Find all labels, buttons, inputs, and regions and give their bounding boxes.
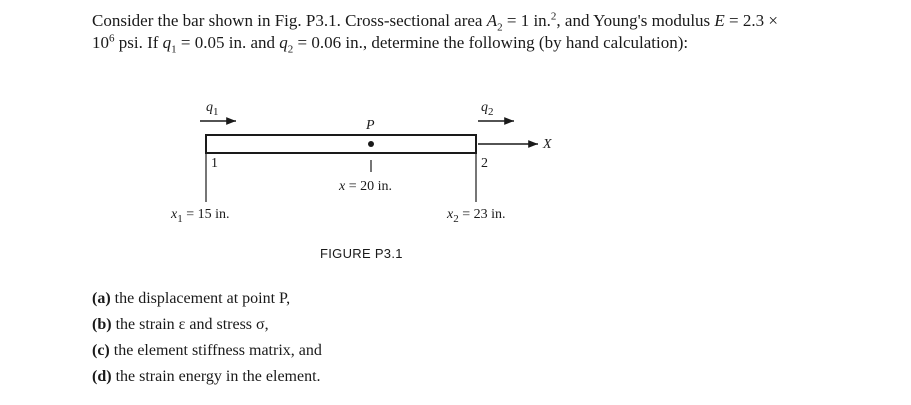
question-part-d: (d) the strain energy in the element. xyxy=(92,368,321,385)
node1-label: 1 xyxy=(211,156,218,171)
x1-position: $x_1 = 15$ in. xyxy=(171,207,230,225)
area-unit-exponent: 2 xyxy=(550,10,557,23)
problem-text: , and Young's modulus xyxy=(556,11,715,30)
point-p xyxy=(368,141,374,147)
x-axis-label: X xyxy=(543,137,552,152)
bar-element xyxy=(206,135,476,153)
problem-text: = 0.05 in. and xyxy=(176,33,280,52)
problem-text: = 1 in. xyxy=(502,11,551,30)
problem-text: Consider the bar shown in Fig. P3.1. Cross-sectional area xyxy=(92,11,487,30)
p-label: P xyxy=(366,118,375,133)
node2-label: 2 xyxy=(481,156,488,171)
q1-symbol: q xyxy=(162,33,172,52)
q2-subscript: 2 xyxy=(287,43,294,56)
area-symbol: A xyxy=(486,11,498,30)
question-part-a: (a) the displacement at point P, xyxy=(92,290,291,307)
figure-caption: FIGURE P3.1 xyxy=(320,246,403,261)
q1-subscript: 1 xyxy=(171,43,177,56)
question-part-c: (c) the element stiffness matrix, and xyxy=(92,342,322,359)
modulus-exponent: 6 xyxy=(109,32,115,45)
q2-symbol: q xyxy=(279,33,288,52)
problem-text: = 2.3 × 10 xyxy=(92,11,778,52)
question-part-b: (b) the strain ε and stress σ, xyxy=(92,316,269,333)
modulus-symbol: E xyxy=(714,11,725,30)
q2-label: $q_2$ xyxy=(481,100,494,118)
point-p-position: x = 20 in. xyxy=(339,179,393,194)
area-subscript: 2 xyxy=(497,21,503,34)
problem-text: psi. If xyxy=(114,33,163,52)
problem-text: = 0.06 in., determine the following (by hand calculation): xyxy=(293,33,689,52)
q1-label: $q_1$ xyxy=(206,100,219,118)
x2-position: $x_2 = 23$ in. xyxy=(447,207,506,225)
question-parts xyxy=(92,286,322,390)
